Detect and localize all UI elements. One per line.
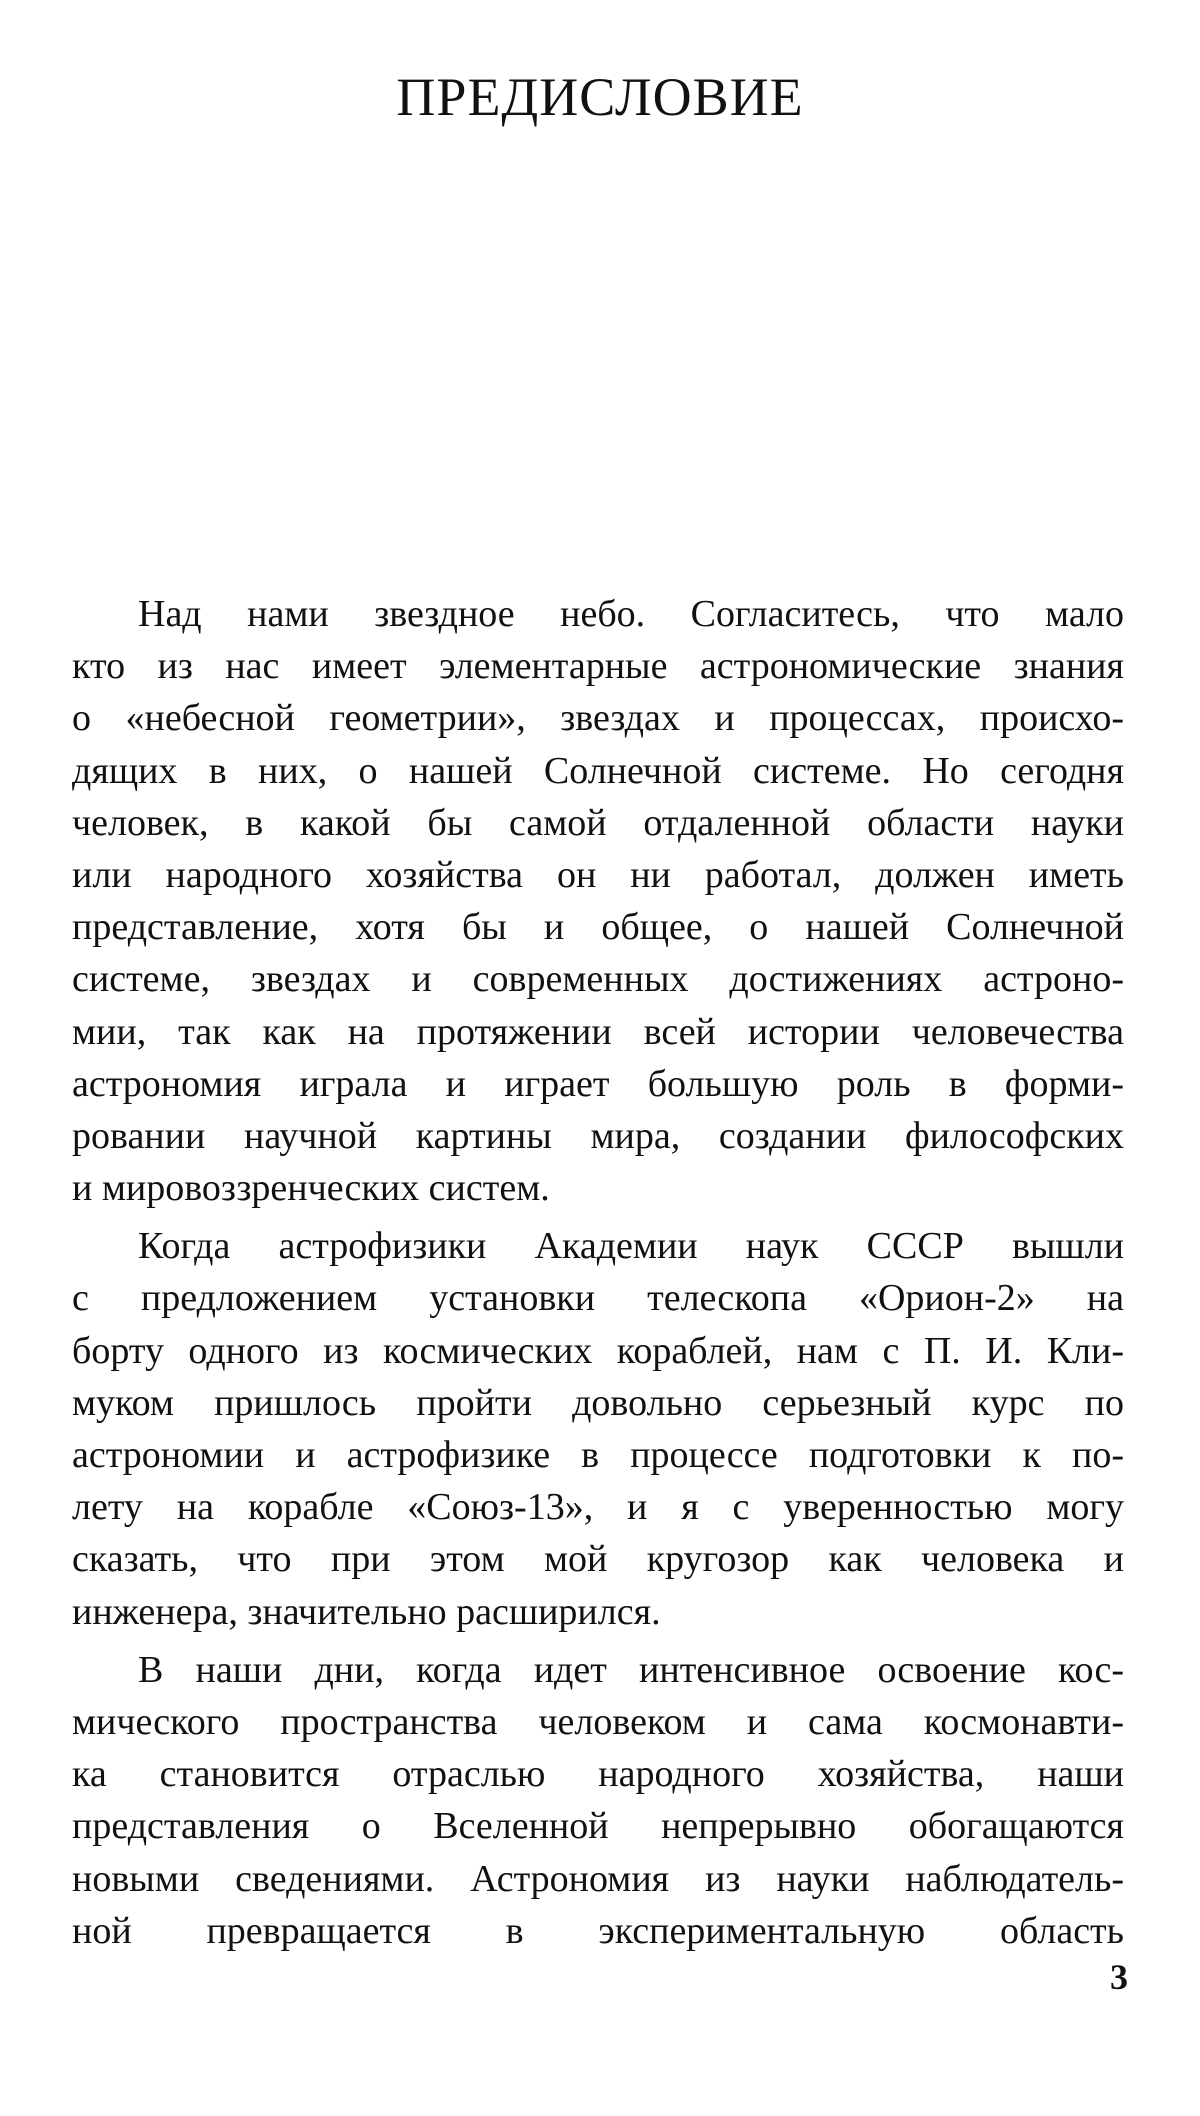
text-line: астрономия играла и играет большую роль в форми-	[72, 1062, 1124, 1105]
text-line: ка становится отраслью народного хозяйства, наши	[72, 1753, 1124, 1796]
text-line: представления о Вселенной непрерывно обогащаются	[72, 1805, 1124, 1848]
paragraph-1	[72, 588, 1124, 1214]
text-line: Когда астрофизики Академии наук СССР вышли	[138, 1225, 1124, 1268]
paragraph-2	[72, 1220, 1124, 1638]
text-line: человек, в какой бы самой отдаленной области науки	[72, 801, 1124, 844]
text-line: ной превращается в экспериментальную область	[72, 1909, 1124, 1952]
text-line: муком пришлось пройти довольно серьезный курс по	[72, 1381, 1124, 1424]
body-text	[72, 588, 1124, 1957]
paragraph-3	[72, 1644, 1124, 1957]
text-line: с предложением установки телескопа «Орион-2» на	[72, 1277, 1124, 1320]
page-title: ПРЕДИСЛОВИЕ	[396, 67, 804, 127]
text-line: астрономии и астрофизике в процессе подготовки к по-	[72, 1434, 1124, 1476]
text-line: борту одного из космических кораблей, нам с П. И. Кли-	[72, 1329, 1124, 1372]
text-line: сказать, что при этом мой кругозор как человека и	[72, 1538, 1124, 1581]
text-line: о «небесной геометрии», звездах и процессах, происхо-	[72, 697, 1124, 740]
text-line: ровании научной картины мира, создании философских	[72, 1114, 1124, 1157]
text-line: инженера, значительно расширился.	[72, 1590, 661, 1633]
text-line: дящих в них, о нашей Солнечной системе. Но сегодня	[72, 749, 1124, 792]
page-number: 3	[1110, 1957, 1128, 1997]
text-line: мии, так как на протяжении всей истории человечества	[72, 1010, 1124, 1053]
text-line: системе, звездах и современных достижениях астроно-	[72, 958, 1124, 1001]
text-line: кто из нас имеет элементарные астрономические знания	[72, 645, 1124, 688]
text-line: Над нами звездное небо. Согласитесь, что мало	[138, 593, 1124, 635]
text-line: мического пространства человеком и сама космонавти-	[72, 1700, 1124, 1743]
text-line: и мировоззренческих систем.	[72, 1167, 550, 1210]
text-line: или народного хозяйства он ни работал, должен иметь	[72, 853, 1124, 896]
text-line: представление, хотя бы и общее, о нашей Солнечной	[72, 906, 1124, 949]
text-line: В наши дни, когда идет интенсивное освоение кос-	[138, 1648, 1124, 1691]
text-line: новыми сведениями. Астрономия из науки наблюдатель-	[72, 1857, 1124, 1900]
text-line: лету на корабле «Союз-13», и я с уверенностью могу	[72, 1486, 1124, 1529]
